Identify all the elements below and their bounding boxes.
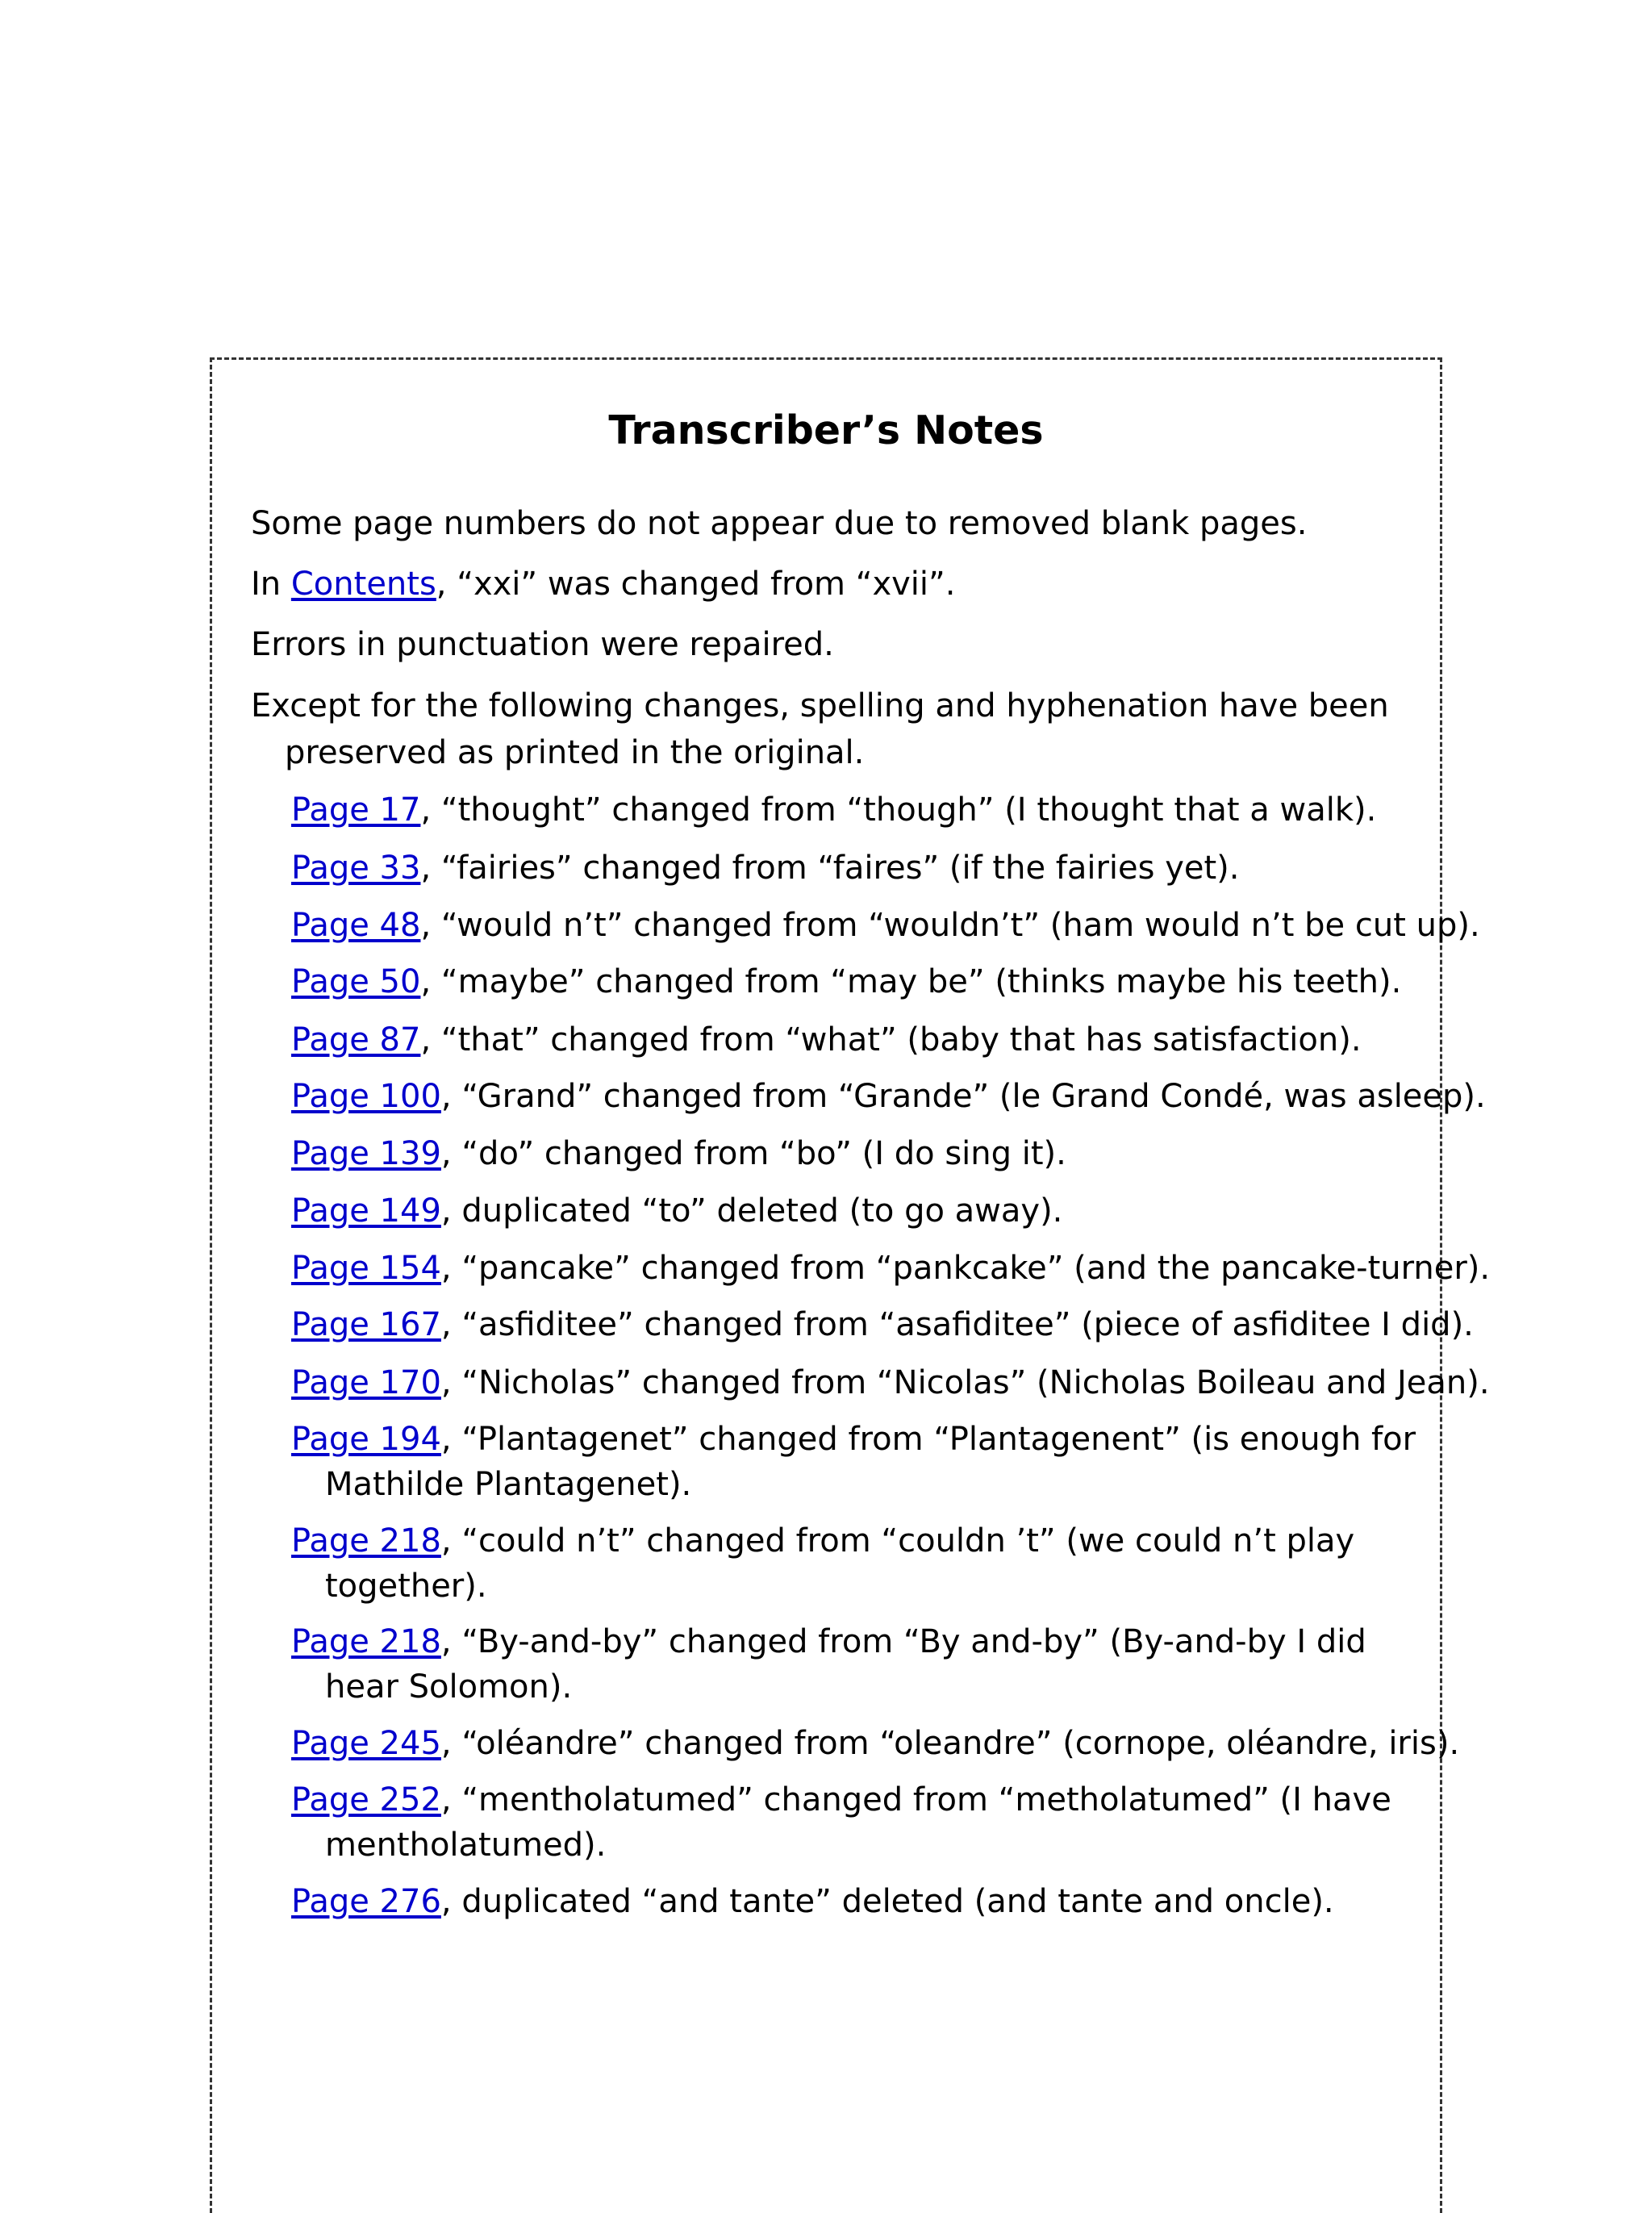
note-contents-change — [251, 562, 1396, 607]
page-link[interactable]: Page 149 — [291, 1192, 441, 1230]
page-link[interactable]: Page 87 — [291, 1021, 421, 1058]
change-text: , “thought” changed from “though” (I thought that a walk). — [420, 791, 1377, 829]
page-link[interactable]: Page 252 — [291, 1781, 441, 1818]
list-item — [291, 1188, 1437, 1234]
list-item — [291, 1302, 1474, 1347]
contents-link[interactable]: Contents — [290, 566, 436, 603]
change-text: , “Plantagenet” changed from “Plantagenent” (is enough for Mathilde Plantagenet). — [325, 1421, 1416, 1503]
note-contents-prefix: In — [251, 566, 291, 603]
page-link[interactable]: Page 33 — [291, 850, 421, 887]
list-item — [291, 787, 1437, 833]
page-link[interactable]: Page 218 — [291, 1522, 441, 1560]
page-link[interactable]: Page 194 — [291, 1421, 441, 1458]
page-link[interactable]: Page 218 — [291, 1623, 441, 1660]
change-text: , “would n’t” changed from “wouldn’t” (ham would n’t be cut up). — [420, 907, 1480, 944]
change-text: , “fairies” changed from “faires” (if the fairies yet). — [420, 850, 1240, 887]
change-text: , “Nicholas” changed from “Nicolas” (Nicholas Boileau and Jean). — [440, 1364, 1490, 1401]
page-link[interactable]: Page 17 — [291, 791, 421, 829]
change-text: , duplicated “and tante” deleted (and tante and oncle). — [440, 1883, 1334, 1920]
page-link[interactable]: Page 100 — [291, 1078, 441, 1115]
page-link[interactable]: Page 245 — [291, 1725, 441, 1762]
page-link[interactable]: Page 139 — [291, 1135, 441, 1172]
page-link[interactable]: Page 170 — [291, 1364, 441, 1401]
note-blank-pages: Some page numbers do not appear due to removed blank pages. — [251, 505, 1308, 542]
list-item — [291, 846, 1437, 891]
change-text: , “By-and-by” changed from “By and-by” (By-and-by I did hear Solomon). — [325, 1623, 1366, 1706]
list-item — [291, 1777, 1437, 1868]
list-item — [291, 959, 1437, 1004]
list-item — [291, 1879, 1437, 1924]
page-link[interactable]: Page 50 — [291, 963, 421, 1000]
list-item — [291, 1417, 1437, 1507]
change-text: , “could n’t” changed from “couldn ’t” (we could n’t play together). — [325, 1522, 1355, 1605]
list-item — [291, 1721, 1460, 1766]
page-link[interactable]: Page 276 — [291, 1883, 441, 1920]
page-link[interactable]: Page 167 — [291, 1306, 441, 1343]
list-item — [291, 1619, 1437, 1710]
page-title: Transcriber’s Notes — [608, 407, 1044, 453]
note-punctuation: Errors in punctuation were repaired. — [251, 626, 834, 663]
list-item — [291, 1360, 1490, 1405]
note-spelling-preserved: Except for the following changes, spelling and hyphenation have been preserved as printed in the original. — [251, 687, 1389, 771]
change-text: , “pancake” changed from “pankcake” (and the pancake-turner). — [440, 1250, 1491, 1287]
page-link[interactable]: Page 48 — [291, 907, 421, 944]
change-text: , “Grand” changed from “Grande” (le Grand Condé, was asleep). — [440, 1078, 1486, 1115]
change-text: , “maybe” changed from “may be” (thinks maybe his teeth). — [420, 963, 1402, 1000]
list-item — [291, 903, 1480, 948]
change-text: , duplicated “to” deleted (to go away). — [440, 1192, 1063, 1230]
change-text: , “oléandre” changed from “oleandre” (cornope, oléandre, iris). — [440, 1725, 1460, 1762]
list-item — [291, 1246, 1491, 1291]
list-item — [291, 1017, 1437, 1063]
transcribers-notes-box — [210, 357, 1491, 2213]
change-text: , “that” changed from “what” (baby that has satisfaction). — [420, 1021, 1362, 1058]
list-item — [291, 1131, 1437, 1176]
change-text: , “do” changed from “bo” (I do sing it). — [440, 1135, 1066, 1172]
list-item — [291, 1518, 1437, 1609]
page-link[interactable]: Page 154 — [291, 1250, 441, 1287]
list-item — [291, 1074, 1486, 1119]
note-contents-suffix: , “xxi” was changed from “xvii”. — [436, 566, 956, 603]
change-text: , “asfiditee” changed from “asafiditee” (piece of asfiditee I did). — [440, 1306, 1474, 1343]
change-text: , “mentholatumed” changed from “metholatumed” (I have mentholatumed). — [325, 1781, 1391, 1864]
